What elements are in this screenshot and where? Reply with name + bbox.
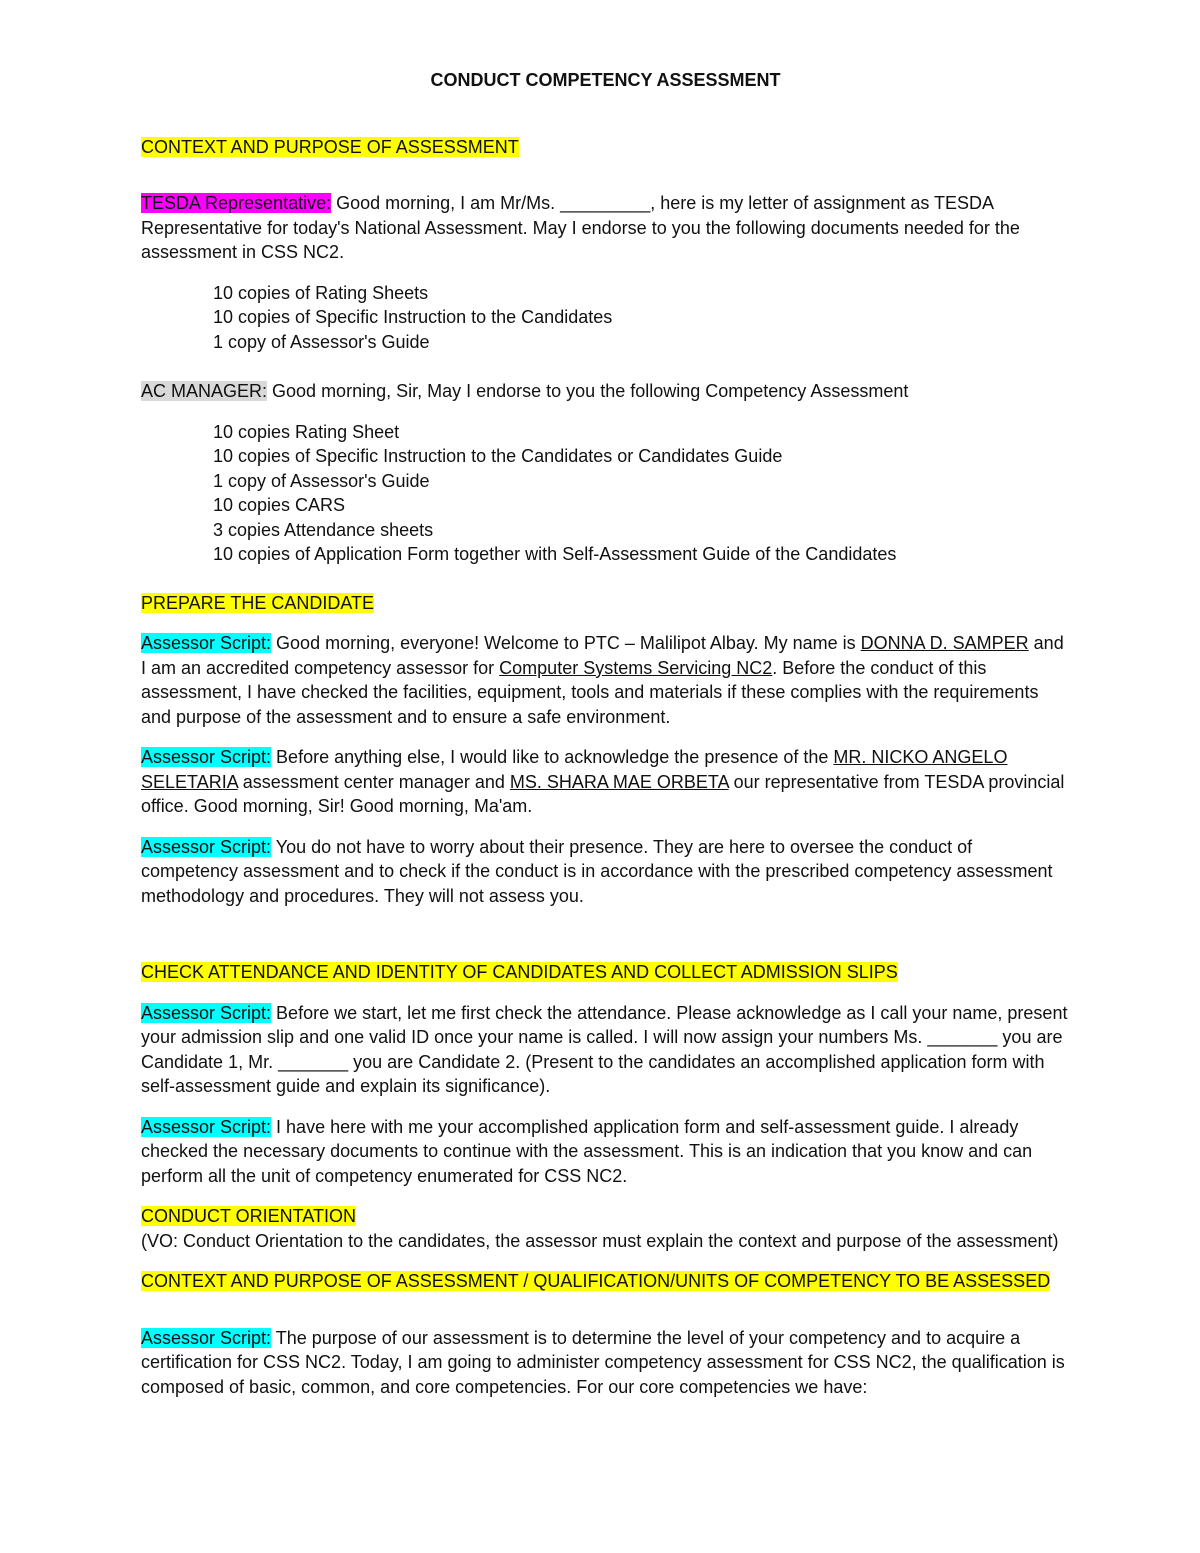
script-text: Before we start, let me first check the attendance. Please acknowledge as I call your name, present your admission slip and one valid ID once your name is called. I will now assign your numbers Ms. _______ you are Candidate 1, Mr. _______ you are Candidate 2. (Present to the candidates an accomplished application form with self-assessment guide and explain its significance). xyxy=(141,1002,1068,1096)
script-text: Before anything else, I would like to acknowledge the presence of the xyxy=(271,747,834,767)
script-text: our representative from TESDA provincial office. Good morning, Sir! Good morning, Ma'am. xyxy=(141,771,1065,816)
section-heading-qualification-units xyxy=(141,1269,1070,1294)
section-heading-context-purpose xyxy=(141,135,1070,160)
assessor-script-label: Assessor Script: xyxy=(141,1002,272,1023)
assessor-script-paragraph xyxy=(141,1001,1070,1099)
script-text: and I am an accredited competency assessor for xyxy=(141,633,1064,678)
assessor-script-paragraph xyxy=(141,745,1070,819)
script-text: The purpose of our assessment is to determine the level of your competency and to acquire a certification for CSS NC2. Today, I am going to administer competency assessment for CSS NC2, the qualification is composed of basic, common, and core competencies. For our core competencies we have: xyxy=(141,1327,1065,1397)
ac-manager-text: Good morning, Sir, May I endorse to you the following Competency Assessment xyxy=(267,381,909,401)
list-item: 10 copies CARS xyxy=(213,495,346,515)
script-text: . Before the conduct of this assessment, I have checked the facilities, equipment, tools and materials if these complies with the requirements and purpose of the assessment and to ensure a safe environment. xyxy=(141,657,1039,727)
heading-highlight: PREPARE THE CANDIDATE xyxy=(141,592,375,613)
tesda-representative-text: Good morning, I am Mr/Ms. _________, here is my letter of assignment as TESDA Representative for today's National Assessment. May I endorse to you the following documents needed for the assessment in CSS NC2. xyxy=(141,193,1020,262)
assessor-script-paragraph xyxy=(141,835,1070,909)
ac-manager-label: AC MANAGER: xyxy=(141,381,268,401)
tesda-representative-label: TESDA Representative: xyxy=(141,193,332,213)
center-manager-name: MR. NICKO ANGELO SELETARIA xyxy=(141,747,1008,792)
assessor-script-label: Assessor Script: xyxy=(141,1327,272,1348)
script-text: Good morning, everyone! Welcome to PTC – Malilipot Albay. My name is xyxy=(271,633,861,653)
orientation-note: (VO: Conduct Orientation to the candidates, the assessor must explain the context and purpose of the assessment) xyxy=(141,1230,1059,1251)
section-heading-conduct-orientation xyxy=(141,1204,1070,1229)
script-text: I have here with me your accomplished application form and self-assessment guide. I already checked the necessary documents to continue with the assessment. This is an indication that you know and can perform all the unit of competency enumerated for CSS NC2. xyxy=(141,1116,1033,1186)
assessor-script-label: Assessor Script: xyxy=(141,747,272,767)
list-item: 10 copies of Specific Instruction to the Candidates xyxy=(213,307,613,327)
document-title: CONDUCT COMPETENCY ASSESSMENT xyxy=(430,70,781,90)
tesda-documents-list xyxy=(141,281,1070,355)
ac-manager-paragraph xyxy=(141,379,1070,404)
heading-highlight: CONDUCT ORIENTATION xyxy=(141,1206,356,1226)
list-item: 10 copies of Rating Sheets xyxy=(213,282,429,303)
heading-highlight: CONTEXT AND PURPOSE OF ASSESSMENT / QUALIFICATION/UNITS OF COMPETENCY TO BE ASSESSED xyxy=(141,1271,1051,1291)
assessor-script-paragraph xyxy=(141,631,1070,729)
script-text: assessment center manager and xyxy=(237,771,510,792)
section-heading-prepare-candidate xyxy=(141,591,1070,616)
heading-highlight: CONTEXT AND PURPOSE OF ASSESSMENT xyxy=(141,136,519,157)
assessor-script-paragraph xyxy=(141,1115,1070,1189)
list-item: 1 copy of Assessor's Guide xyxy=(213,470,430,491)
tesda-representative-paragraph xyxy=(141,191,1070,265)
assessor-script-label: Assessor Script: xyxy=(141,1116,272,1137)
assessor-script-paragraph xyxy=(141,1326,1070,1400)
list-item: 10 copies of Application Form together with Self-Assessment Guide of the Candidates xyxy=(213,544,897,564)
ac-documents-list xyxy=(141,420,1070,567)
list-item: 3 copies Attendance sheets xyxy=(213,519,434,540)
tesda-rep-name: MS. SHARA MAE ORBETA xyxy=(509,771,729,792)
heading-highlight: CHECK ATTENDANCE AND IDENTITY OF CANDIDATES AND COLLECT ADMISSION SLIPS xyxy=(141,962,898,982)
list-item: 10 copies Rating Sheet xyxy=(213,421,400,442)
assessor-script-label: Assessor Script: xyxy=(141,836,272,857)
script-text: You do not have to worry about their presence. They are here to oversee the conduct of competency assessment and to check if the conduct is in accordance with the prescribed competency assessment methodology and procedures. They will not assess you. xyxy=(141,836,1053,906)
assessor-name: DONNA D. SAMPER xyxy=(860,633,1029,653)
list-item: 1 copy of Assessor's Guide xyxy=(213,331,430,352)
section-heading-check-attendance xyxy=(141,960,1070,985)
list-item: 10 copies of Specific Instruction to the Candidates or Candidates Guide xyxy=(213,446,783,466)
assessor-script-label: Assessor Script: xyxy=(141,633,272,653)
qualification-name: Computer Systems Servicing NC2 xyxy=(499,657,773,678)
